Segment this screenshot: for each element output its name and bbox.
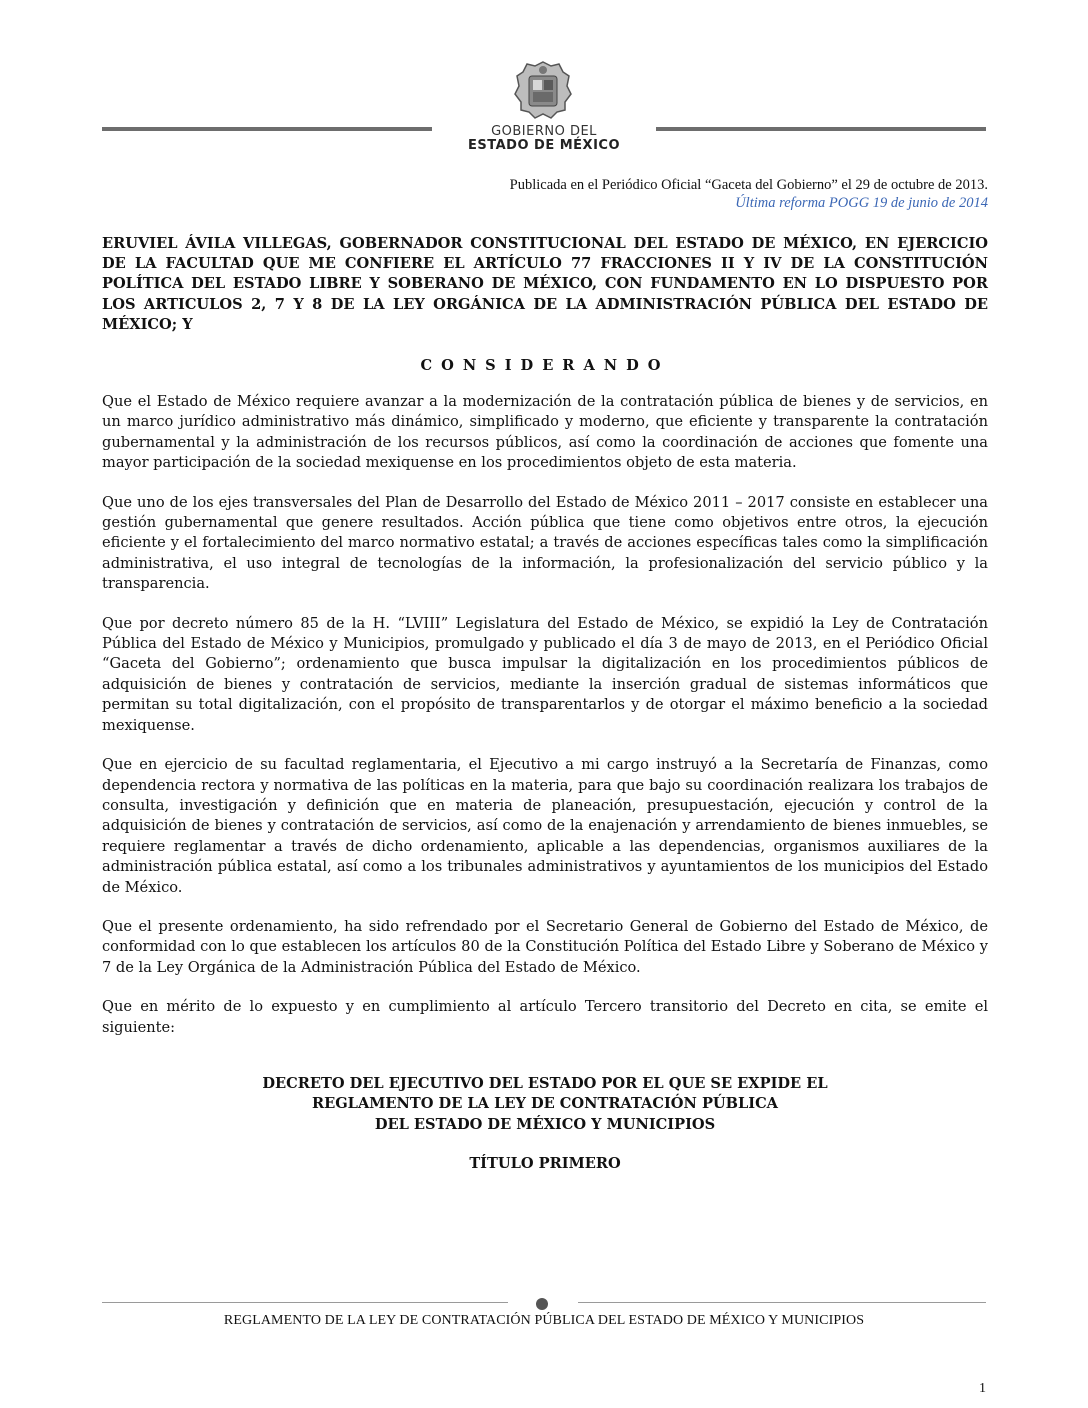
- government-name-line2: ESTADO DE MÉXICO: [468, 138, 620, 153]
- footer-dot-icon: [536, 1298, 548, 1310]
- paragraph: Que el presente ordenamiento, ha sido refrendado por el Secretario General de Gobierno del Estado de México, de conformidad con lo que establecen los artículos 80 de la Constitución Política del Estado Libre y Soberano de México y 7 de la Ley Orgánica de la Administración Pública del Estado de México.: [102, 917, 988, 976]
- paragraph: Que el Estado de México requiere avanzar a la modernización de la contratación pública de bienes y de servicios, en un marco jurídico administrativo más dinámico, simplificado y moderno, que eficiente y transparente la contratación gubernamental y la administración de los recursos públicos, así como la coordinación de acciones que fomente una mayor participación de la sociedad mexiquense en los procedimientos objeto de esta materia.: [102, 393, 988, 472]
- footer-text: REGLAMENTO DE LA LEY DE CONTRATACIÓN PÚBLICA DEL ESTADO DE MÉXICO Y MUNICIPIOS: [223, 1313, 865, 1328]
- considerando-heading: CONSIDERANDO: [420, 357, 670, 375]
- page-number: 1: [979, 1381, 986, 1396]
- decree-line: REGLAMENTO DE LA LEY DE CONTRATACIÓN PÚBLICA: [311, 1095, 779, 1113]
- paragraph: Que en mérito de lo expuesto y en cumplimiento al artículo Tercero transitorio del Decreto en cita, se emite el siguiente:: [102, 998, 988, 1036]
- paragraph: Que en ejercicio de su facultad reglamentaria, el Ejecutivo a mi cargo instruyó a la Secretaría de Finanzas, como dependencia rectora y normativa de las políticas en la materia, para que bajo su coordinación realizara los trabajos de consulta, investigación y definición que en materia de planeación, presupuestación, ejecución y control de la adquisición de bienes y contratación de servicios, así como de la enajenación y arrendamiento de bienes inmuebles, se requiere reglamentar a través de dicho ordenamiento, aplicable a las dependencias, organismos auxiliares de la administración pública estatal, así como a los tribunales administrativos y ayuntamientos de los municipios del Estado de México.: [102, 756, 988, 896]
- publication-date: Publicada en el Periódico Oficial “Gaceta del Gobierno” el 29 de octubre de 2013.: [509, 177, 988, 193]
- paragraph: Que uno de los ejes transversales del Plan de Desarrollo del Estado de México 2011 – 2017 consiste en establecer una gestión gubernamental que genere resultados. Acción pública que tiene como objetivos entre otros, la ejecución eficiente y el fortalecimiento del marco normativo estatal; a través de acciones específicas tales como la simplificación administrativa, el uso integral de tecnologías de la información, la profesionalización del servicio público y la transparencia.: [102, 493, 988, 593]
- document-body: [102, 234, 988, 1172]
- page-header: [0, 0, 1088, 170]
- title-heading: TÍTULO PRIMERO: [469, 1155, 621, 1173]
- paragraph: Que por decreto número 85 de la H. “LVIII” Legislatura del Estado de México, se expidió la Ley de Contratación Pública del Estado de México y Municipios, promulgado y publicado el día 3 de mayo de 2013, en el Periódico Oficial “Gaceta del Gobierno”; ordenamiento que busca impulsar la digitalización en los procedimientos públicos de adquisición de bienes y contratación de servicios, mediante la inserción gradual de sistemas informáticos que permitan su total digitalización, con el propósito de transparentarlos y de otorgar el máximo beneficio a la sociedad mexiquense.: [102, 614, 988, 734]
- preamble: ERUVIEL ÁVILA VILLEGAS, GOBERNADOR CONSTITUCIONAL DEL ESTADO DE MÉXICO, EN EJERCICIO DE LA FACULTAD QUE ME CONFIERE EL ARTÍCULO 77 FRACCIONES II Y IV DE LA CONSTITUCIÓN POLÍTICA DEL ESTADO LIBRE Y SOBERANO DE MÉXICO, CON FUNDAMENTO EN LO DISPUESTO POR LOS ARTICULOS 2, 7 Y 8 DE LA LEY ORGÁNICA DE LA ADMINISTRACIÓN PÚBLICA DEL ESTADO DE MÉXICO; Y: [102, 235, 988, 333]
- government-name-line1: GOBIERNO DEL: [491, 124, 597, 139]
- footer-rule-left: [102, 1302, 508, 1303]
- decree-heading: [102, 1074, 988, 1135]
- last-reform-date: Última reforma POGG 19 de junio de 2014: [735, 195, 988, 211]
- publication-info: [510, 176, 988, 212]
- decree-line: DEL ESTADO DE MÉXICO Y MUNICIPIOS: [374, 1115, 716, 1133]
- footer-rule-right: [578, 1302, 986, 1303]
- decree-line: DECRETO DEL EJECUTIVO DEL ESTADO POR EL QUE SE EXPIDE EL: [262, 1074, 828, 1092]
- coat-of-arms-icon: [513, 60, 573, 120]
